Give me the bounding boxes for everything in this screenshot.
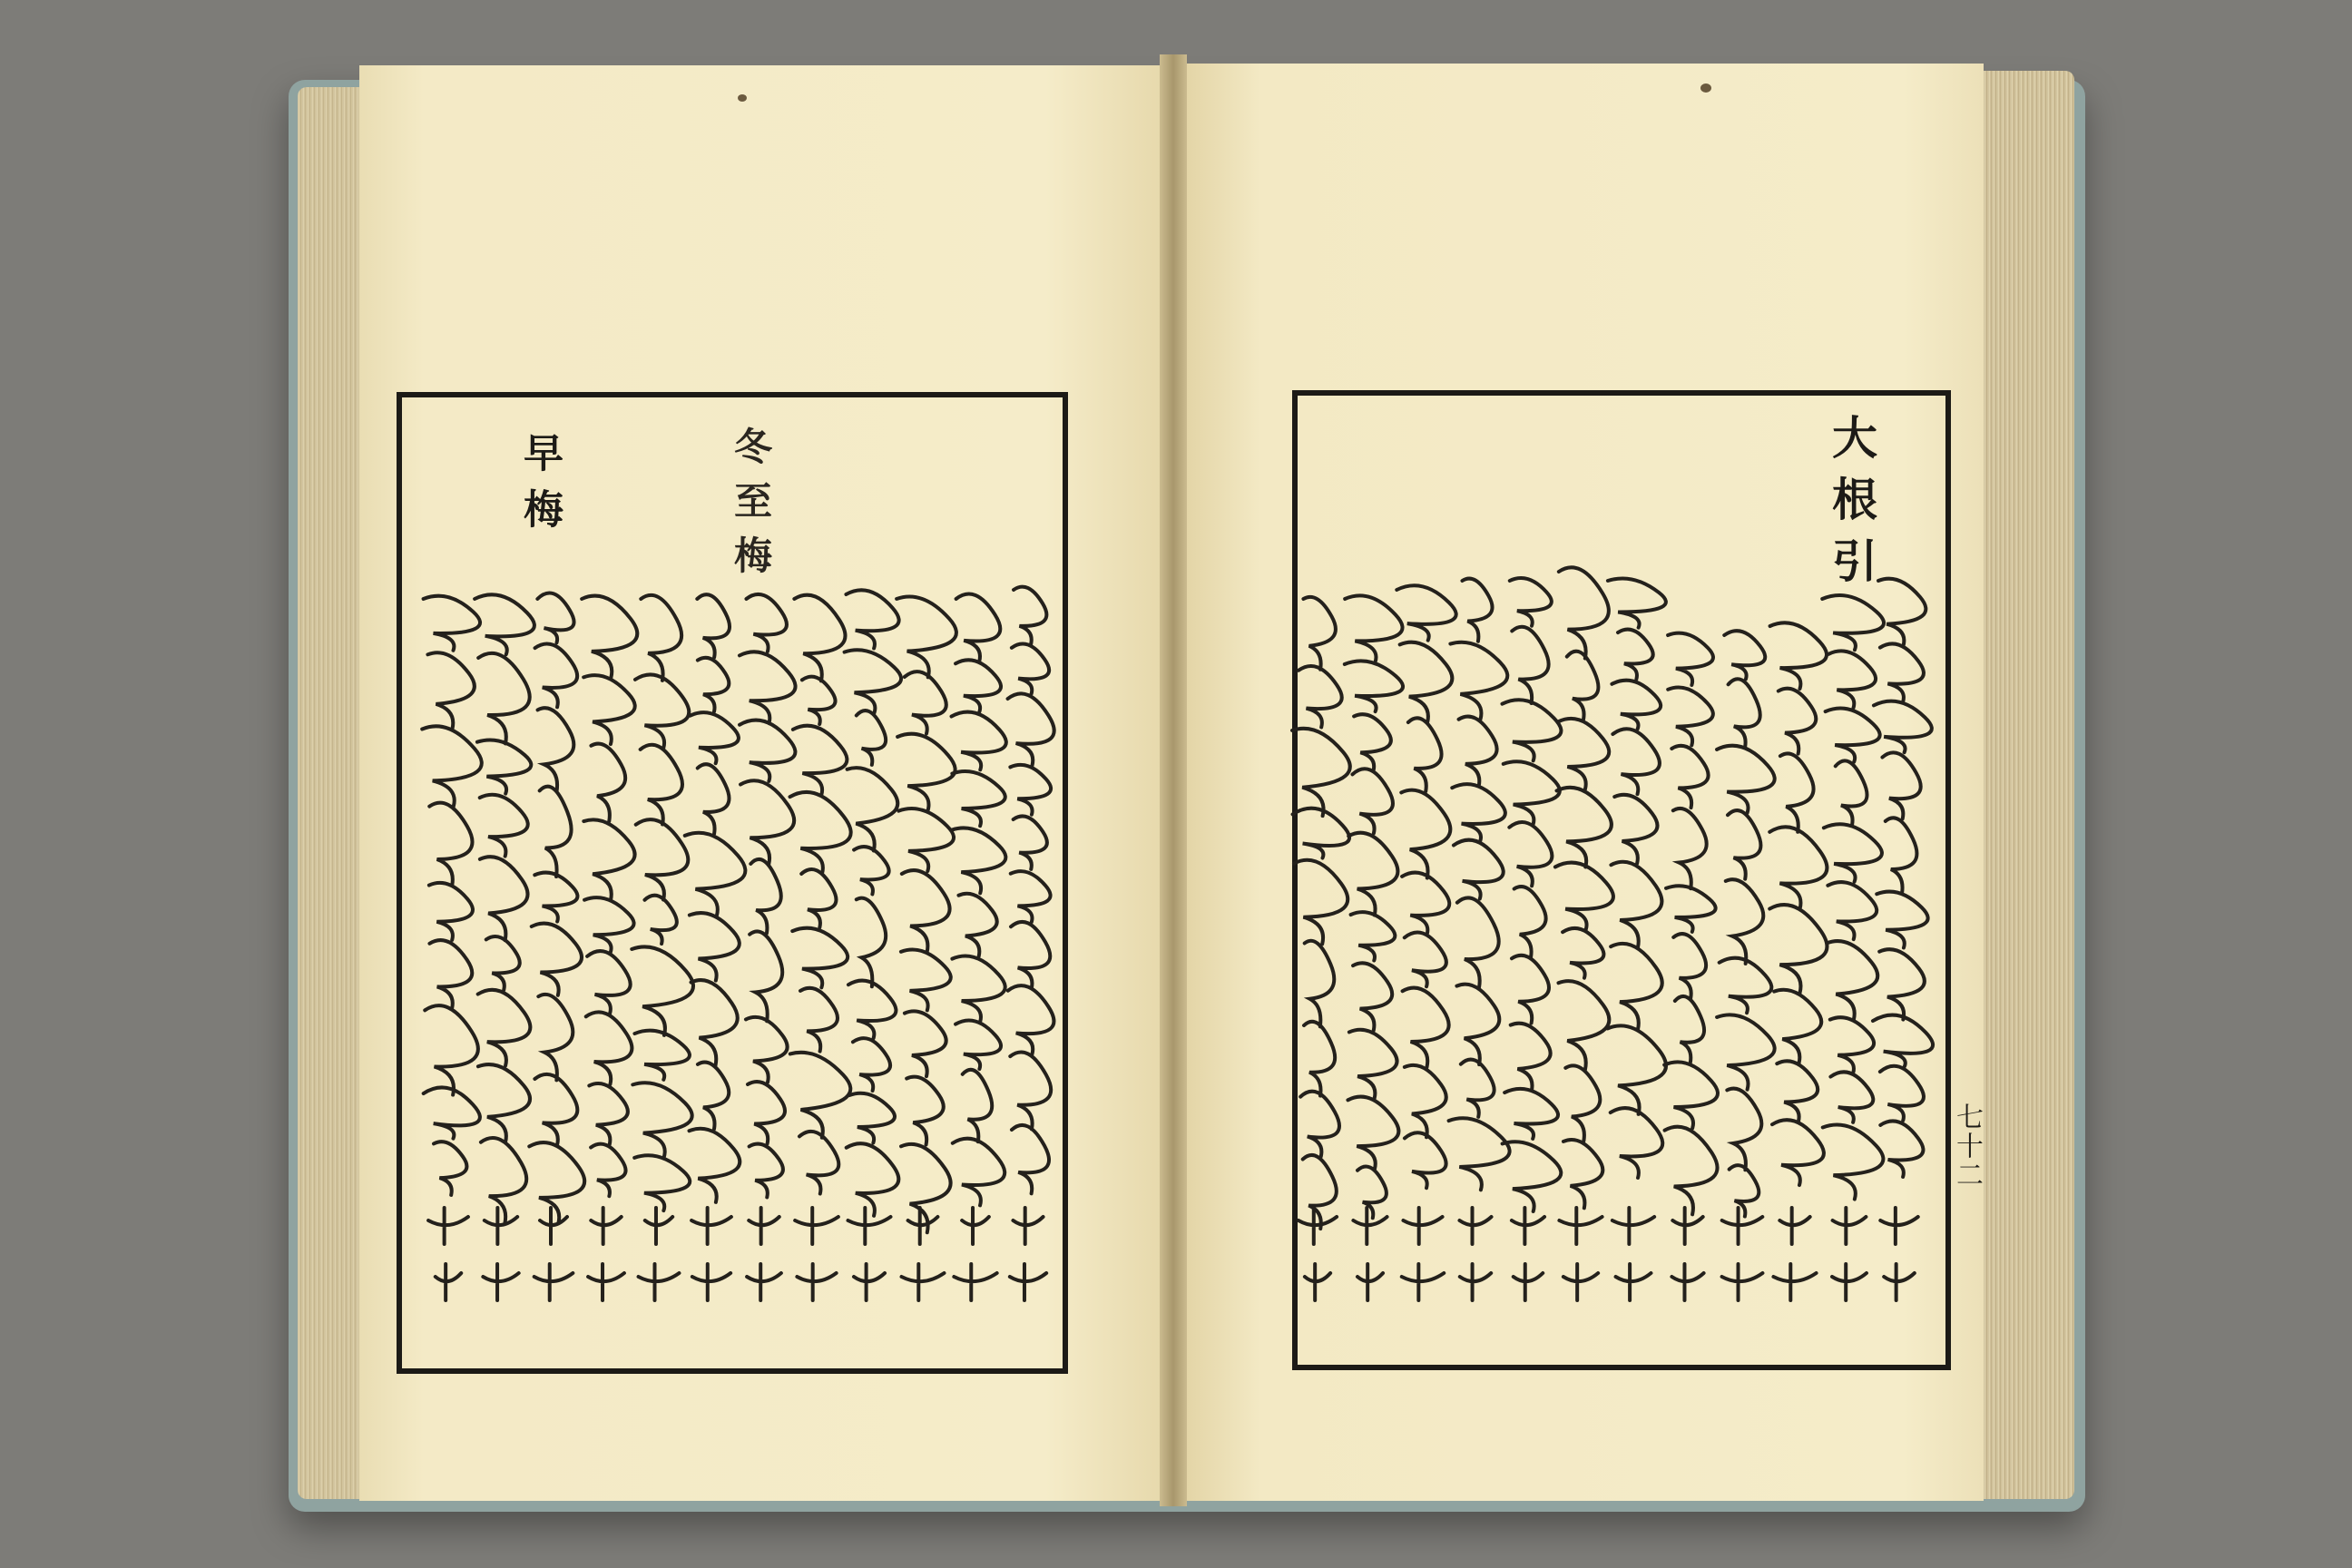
folio-number: 七十二 <box>1951 1102 1983 1190</box>
poem-column <box>529 593 584 1300</box>
calligraphy-strokes <box>897 596 956 1232</box>
poet-signature <box>1402 1208 1444 1300</box>
poet-signature <box>639 1208 680 1300</box>
poem-column <box>1664 633 1718 1300</box>
poet-signature <box>848 1208 891 1300</box>
calligraphy-strokes <box>1664 633 1718 1215</box>
poet-signature <box>428 1208 468 1300</box>
section-heading-toji-bai: 冬至梅 <box>729 426 773 590</box>
calligraphy-strokes <box>1873 579 1933 1177</box>
poet-signature <box>1512 1208 1544 1300</box>
poem-column <box>1717 631 1775 1300</box>
poem-column <box>422 596 482 1300</box>
calligraphy-strokes <box>529 593 584 1224</box>
poet-signature <box>588 1208 624 1300</box>
poem-column <box>1555 567 1613 1300</box>
poem-column <box>1292 597 1350 1300</box>
poet-signature <box>1722 1208 1763 1300</box>
calligraphy-strokes <box>582 596 637 1197</box>
poem-column <box>845 590 902 1300</box>
poem-column <box>1608 578 1666 1300</box>
poem-column <box>952 594 1006 1300</box>
poem-column <box>740 594 796 1300</box>
calligraphy-strokes <box>1449 579 1510 1191</box>
poet-signature <box>1612 1208 1654 1300</box>
poem-column <box>632 595 693 1300</box>
poet-signature <box>1559 1208 1602 1300</box>
calligraphy-strokes <box>952 594 1006 1206</box>
calligraphy-strokes <box>1502 578 1561 1211</box>
poet-signature <box>1298 1208 1337 1300</box>
poet-signature <box>1010 1208 1046 1300</box>
poet-signature <box>902 1208 945 1300</box>
calligraphy-strokes <box>1822 595 1884 1200</box>
calligraphy-strokes <box>740 594 796 1197</box>
calligraphy-strokes <box>1292 597 1350 1229</box>
poet-signature <box>954 1208 996 1300</box>
poem-column <box>1873 579 1933 1300</box>
poet-signature <box>1773 1208 1816 1300</box>
poem-column <box>1449 579 1510 1300</box>
poet-signature <box>795 1208 838 1300</box>
poem-column <box>1822 595 1884 1300</box>
calligraphy-strokes <box>1345 595 1403 1218</box>
calligraphy-strokes <box>632 595 693 1210</box>
poet-signature <box>483 1208 518 1300</box>
poem-column <box>1345 595 1403 1300</box>
poet-signature <box>534 1208 573 1300</box>
poet-signature <box>747 1208 781 1300</box>
calligraphy-strokes <box>1717 631 1775 1216</box>
poem-column <box>1396 585 1455 1300</box>
poet-signature <box>691 1208 731 1300</box>
calligraphy-strokes <box>1769 622 1827 1185</box>
poem-column <box>475 594 534 1300</box>
calligraphy-strokes <box>790 595 851 1194</box>
calligraphy-strokes <box>1008 587 1054 1194</box>
poem-column <box>582 596 637 1300</box>
calligraphy-strokes <box>845 590 902 1216</box>
calligraphy-strokes <box>1555 567 1613 1208</box>
poem-column <box>1008 587 1054 1300</box>
calligraphy-strokes <box>1396 585 1455 1188</box>
calligraphy-strokes <box>1608 578 1666 1178</box>
poet-signature <box>1459 1208 1491 1300</box>
calligraphy-strokes <box>685 594 746 1202</box>
poem-column <box>685 594 746 1300</box>
poem-column <box>790 595 851 1300</box>
poet-signature <box>1880 1208 1917 1300</box>
section-heading-sobai: 早梅 <box>516 432 563 544</box>
calligraphy-strokes <box>475 594 534 1223</box>
poet-signature <box>1353 1208 1387 1300</box>
poet-signature <box>1832 1208 1867 1300</box>
poem-column <box>1502 578 1561 1300</box>
section-heading-daikon-hiki: 大根引 <box>1825 414 1878 599</box>
poem-column <box>1769 622 1827 1300</box>
poet-signature <box>1671 1208 1703 1300</box>
poem-column <box>897 596 956 1300</box>
calligraphy-strokes <box>422 596 482 1195</box>
